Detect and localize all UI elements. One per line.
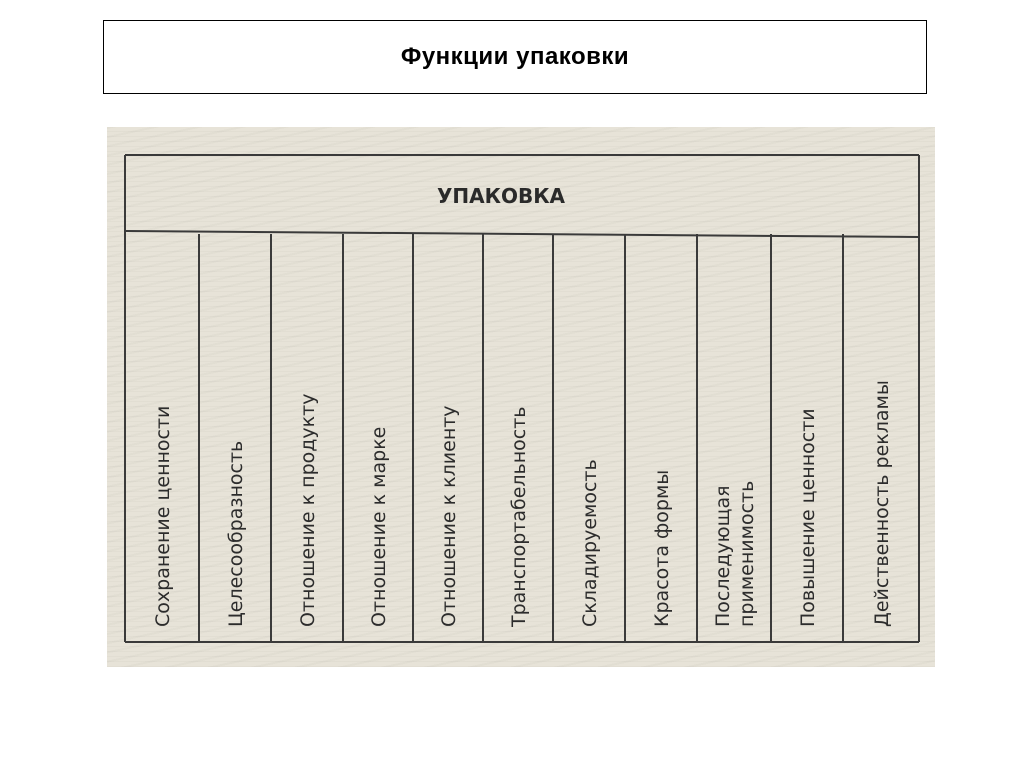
column-label: Сохранение ценности — [152, 405, 174, 627]
packaging-functions-diagram — [107, 127, 935, 667]
scanned-diagram-image — [107, 127, 935, 667]
column-label: Целесообразность — [225, 440, 247, 627]
column-label: Повышение ценности — [797, 408, 819, 627]
title-box — [103, 20, 927, 94]
column-label: Красота формы — [651, 469, 673, 627]
column-label: Транспортабельность — [508, 406, 530, 627]
diagram-header: УПАКОВКА — [436, 184, 566, 208]
column-label: Отношение к марке — [368, 426, 390, 627]
column-labels — [152, 380, 893, 628]
column-label: Отношение к продукту — [297, 393, 319, 627]
column-label: Последующая — [712, 485, 734, 627]
column-label: Складируемость — [579, 459, 601, 627]
slide-title: Функции упаковки — [400, 43, 630, 70]
column-label: применимость — [736, 480, 758, 627]
column-label: Отношение к клиенту — [438, 405, 460, 627]
column-label: Действенность рекламы — [871, 380, 893, 627]
